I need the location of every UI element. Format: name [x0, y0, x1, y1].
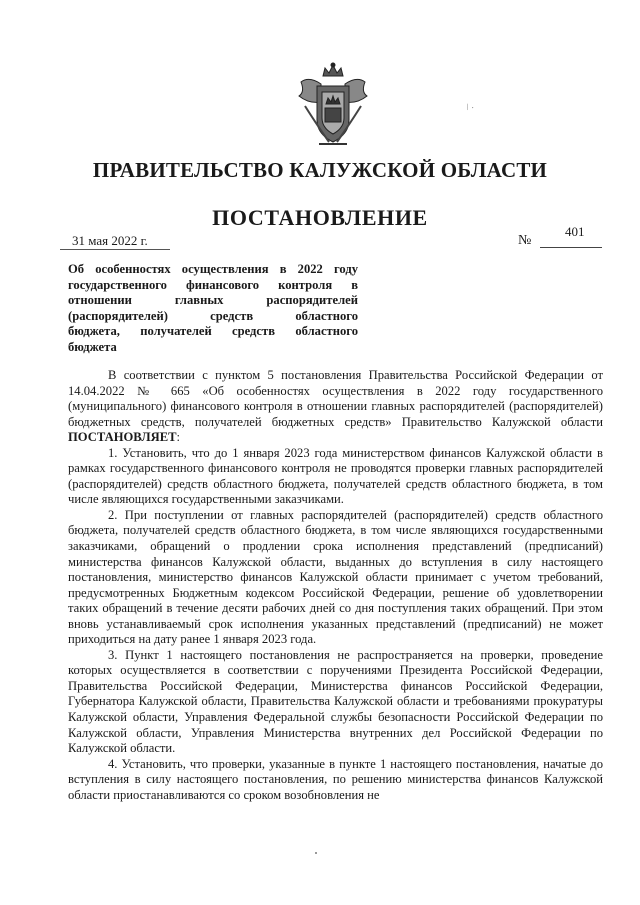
resolves-colon: :: [176, 430, 180, 445]
number-sign: №: [518, 233, 532, 248]
decree-body: [68, 368, 603, 803]
paragraph-4: 4. Установить, что проверки, указанные в пункте 1 настоящего постановления, начатые до вступления в силу настоящего постановления, по решению министерства финансов Калужской области приостанавливаются со сроком возобновления не: [68, 756, 603, 802]
government-title: ПРАВИТЕЛЬСТВО КАЛУЖСКОЙ ОБЛАСТИ: [92, 158, 548, 182]
subject-line: отношении главных распорядителей: [68, 293, 358, 308]
subject-line: (распорядителей) средств областного: [68, 308, 358, 323]
paragraph-3: 3. Пункт 1 настоящего постановления не распространяется на проверки, проведение которых осуществляется в соответствии с поручениями Президента Российской Федерации, Правительства Российской Федерации, Министерства финансов Российской Федерации, Губернатора Калужской области, Правительства Калужской области и требованиями прокуратуры Калужской области, Управления Федеральной службы безопасности Российской Федерации по Калужской области, Управления Министерства внутренних дел Российской Федерации по Калужской области.: [68, 647, 603, 756]
scan-dot: [315, 852, 317, 854]
document-type-title: ПОСТАНОВЛЕНИЕ: [212, 205, 428, 230]
paragraph-2: 2. При поступлении от главных распорядителей (распорядителей) средств областного бюджета, получателей средств областного бюджета, в том числе являющихся государственными заказчиками, обращений о продлении срока исполнения представлений (предписаний) министерства финансов Калужской области, выданных до вступления в силу настоящего постановления, министерство финансов Калужской области принимает с учетом требований, предусмотренных Бюджетным кодексом Российской Федерации, решение об удовлетворении таких обращений в течение десяти рабочих дней со дня поступления таких обращений. При этом вновь устанавливаемый срок исполнения указанных представлений (предписаний) не может приходиться на дату ранее 1 января 2023 года.: [68, 507, 603, 647]
paragraph-1: 1. Установить, что до 1 января 2023 года министерством финансов Калужской области в рамках государственного финансового контроля не проводятся проверки главных распорядителей (распорядителей) средств областного бюджета, получателей средств областного бюджета, в том числе являющихся государственными заказчиками.: [68, 445, 603, 507]
preamble-text: В соответствии с пунктом 5 постановления Правительства Российской Федерации от 14.04.2022 № 665 «Об особенностях осуществления в 2022 году государственного (муниципального) финансового контроля в отношении главных распорядителей (распорядителей) бюджетных средств, получателей бюджетных средств» Правительство Калужской области: [68, 368, 603, 429]
subject-line: Об особенностях осуществления в 2022 году: [68, 262, 358, 276]
decree-subject: [68, 262, 358, 356]
date-underline: [60, 249, 170, 250]
decree-date: 31 мая 2022 г.: [72, 233, 148, 248]
scan-speck: / .: [464, 100, 475, 112]
subject-line: бюджета, получателей средств областного: [68, 324, 358, 339]
number-underline: [540, 247, 602, 248]
subject-line: бюджета: [68, 339, 117, 354]
subject-line: государственного финансового контроля в: [68, 277, 358, 292]
coat-of-arms: [295, 62, 371, 148]
decree-number: 401: [565, 224, 585, 239]
resolves-word: ПОСТАНОВЛЯЕТ: [68, 430, 177, 445]
preamble-paragraph: [68, 368, 603, 446]
